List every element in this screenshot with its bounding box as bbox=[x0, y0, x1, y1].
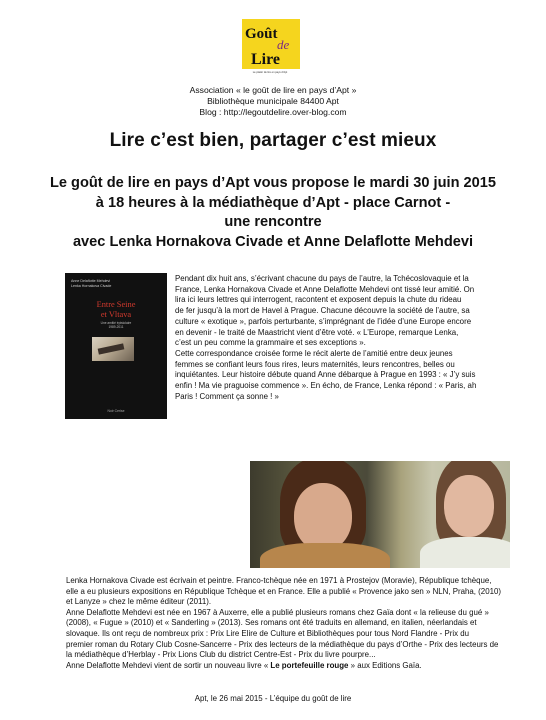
library-address: Bibliothèque municipale 84400 Apt bbox=[207, 96, 339, 106]
cover-title bbox=[71, 300, 161, 319]
invitation-line-3: une rencontre bbox=[224, 214, 322, 230]
text-line: Lenka Hornakova Civade est écrivain et peintre. Franco-tchèque née en 1971 à Prostejov (Moravie), République tchèque, bbox=[66, 576, 492, 585]
text-line: elle a eu plusieurs expositions en République Tchèque et en France. Elle a publié « Provence jako sen » NLN, Praha, (2010) bbox=[66, 586, 501, 596]
footer-signature: Apt, le 26 mai 2015 - L’équipe du goût de lire bbox=[194, 694, 352, 703]
cover-subtitle-line-1: Une amitié épistolaire bbox=[100, 321, 132, 326]
text-line: enfin ! Ma vie praguoise commence ». En écho, de France, Lenka répond : « Paris, ah bbox=[175, 381, 477, 391]
text-line: Pendant dix huit ans, s’écrivant chacune du pays de l’autre, la Tchécoslovaquie et la bbox=[175, 274, 469, 283]
author-left-face bbox=[294, 483, 352, 551]
text-line: (2008), « Fugue » (2010) et « Sanderling » (2013). Ses romans ont été traduits en allemand, en italien, néerlandais et bbox=[66, 618, 477, 628]
association-name: Association « le goût de lire en pays d’Apt » bbox=[189, 85, 357, 95]
new-book-prefix: Anne Delaflotte Mehdevi vient de sortir un nouveau livre « bbox=[66, 660, 271, 670]
cover-publisher: Noir Cerise bbox=[107, 409, 125, 413]
cover-title-line-2: et Vltava bbox=[100, 309, 132, 319]
invitation-line-1: Le goût de lire en pays d’Apt vous propose le mardi 30 juin 2015 bbox=[49, 175, 497, 191]
text-line: slovaque. Ils ont reçu de nombreux prix : Prix Lire Elire de Culture et Bibliothèques pour tous Nord Flandre - Prix du bbox=[66, 628, 470, 638]
text-line: Anne Delaflotte Mehdevi est née en 1967 à Auxerre, elle a publié plusieurs romans chez Gaïa dont « la relieuse du gué » bbox=[66, 607, 489, 617]
association-info bbox=[0, 85, 546, 118]
text-line: de fer jusqu’à la mort de Havel à Prague. Chacune découvre la société de l’autre, sa bbox=[175, 306, 470, 316]
author-right-body bbox=[420, 537, 510, 568]
text-line: en devenir - le traité de Maastricht vient d’être voté. « L’Europe, remarque Lenka, bbox=[175, 327, 459, 337]
text-line: Cette correspondance croisée forme le récit alerte de l’amitié entre deux jeunes bbox=[175, 348, 453, 358]
text-line: premier roman du Rotary Club Cosne-Sancerre - Prix des lecteurs de la médiathèque du pays d’Orthe - Prix des lecteurs de bbox=[66, 639, 499, 649]
text-line: lira ici leurs lettres qui interrogent, racontent et exposent depuis la chute du rideau bbox=[175, 295, 462, 305]
logo-text-bottom: Lire bbox=[251, 51, 281, 68]
book-cover bbox=[65, 273, 167, 419]
text-line: Paris ! Comment ça sonne ! » bbox=[175, 391, 279, 401]
event-invitation bbox=[0, 174, 546, 252]
logo-text-mid: de bbox=[277, 37, 290, 52]
text-line: et Lanyze » chez le même éditeur (2011). bbox=[66, 597, 212, 607]
page-headline: Lire c’est bien, partager c’est mieux bbox=[109, 130, 437, 151]
authors-photo bbox=[250, 461, 510, 568]
cover-subtitle-line-2: 1989-2011 bbox=[108, 325, 124, 330]
cover-authors bbox=[71, 279, 161, 288]
cover-title-line-1: Entre Seine bbox=[96, 300, 136, 310]
author-right-face bbox=[444, 475, 494, 537]
cover-illustration bbox=[92, 337, 134, 361]
text-line: France, Lenka Hornakova Civade et Anne Delaflotte Mehdevi ont tissé leur amitié. On bbox=[175, 284, 475, 294]
invitation-line-4: avec Lenka Hornakova Civade et Anne Delaflotte Mehdevi bbox=[72, 233, 474, 250]
new-book-suffix: » aux Editions Gaïa. bbox=[348, 660, 422, 670]
cover-author-2: Lenka Hornakova Civade bbox=[71, 283, 112, 288]
text-line: inquiétantes. Leur histoire débute quand Anne débarque à Prague en 1993 : « J’y suis bbox=[175, 370, 476, 380]
text-line: femmes se confiant leurs fous rires, leurs maternités, leurs rencontres, belles ou bbox=[175, 359, 455, 369]
text-line: la médiathèque d’Herblay - Prix Lions Club du district Centre-Est - Prix du livre pourpre... bbox=[66, 650, 376, 660]
logo-tagline: Le plaisir de lire en pays d'Apt bbox=[252, 71, 288, 74]
book-description bbox=[175, 274, 501, 402]
text-line: c’est un peu comme la grammaire et ses exceptions ». bbox=[175, 338, 366, 348]
blog-link[interactable]: Blog : http://legoutdelire.over-blog.com bbox=[199, 107, 347, 117]
cover-author-1: Anne Delaflotte Mehdevi bbox=[71, 279, 111, 283]
text-line: culture « exotique », parfois perturbante, s’imprégnant de l’idée d’une Europe encore bbox=[175, 316, 472, 326]
new-book-title: Le portefeuille rouge bbox=[270, 660, 349, 670]
gout-de-lire-logo bbox=[237, 14, 303, 76]
text-line-new-book bbox=[66, 661, 516, 672]
invitation-line-2: à 18 heures à la médiathèque d’Apt - place Carnot - bbox=[95, 194, 451, 211]
author-left-body bbox=[260, 543, 390, 568]
cover-subtitle bbox=[71, 321, 161, 329]
authors-biography bbox=[66, 576, 516, 671]
logo-text-top: Goût bbox=[245, 26, 278, 42]
